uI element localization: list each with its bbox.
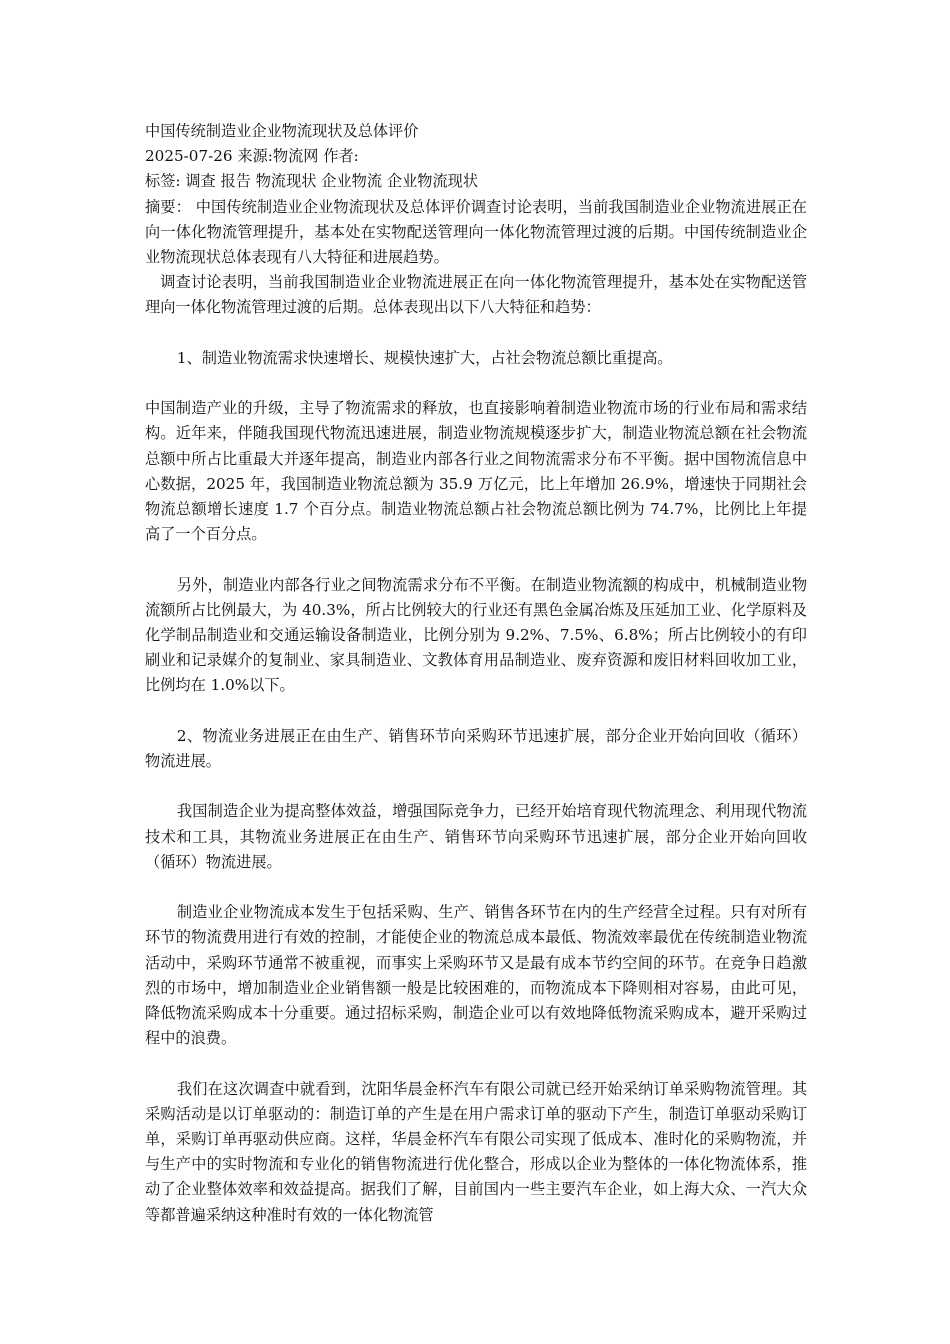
spacer	[145, 875, 807, 900]
section-heading-2: 2、物流业务进展正在由生产、销售环节向采购环节迅速扩展，部分企业开始向回收（循环）物流进展。	[145, 726, 807, 771]
spacer	[145, 699, 807, 724]
section-heading-1: 1、制造业物流需求快速增长、规模快速扩大，占社会物流总额比重提高。	[176, 348, 673, 367]
intro-paragraph: 调查讨论表明，当前我国制造业企业物流进展正在向一体化物流管理提升，基本处在实物配送管理向一体化物流管理过渡的后期。总体表现出以下八大特征和趋势：	[145, 273, 807, 317]
spacer	[145, 1051, 807, 1076]
article-meta: 2025-07-26 来源:物流网 作者:	[145, 147, 359, 166]
spacer	[145, 371, 807, 396]
document-page	[145, 119, 807, 1228]
body-paragraph: 我国制造企业为提高整体效益，增强国际竞争力，已经开始培育现代物流理念、利用现代物流技术和工具，其物流业务进展正在由生产、销售环节向采购环节迅速扩展，部分企业开始向回收（循环）物流进展。	[145, 802, 807, 871]
abstract-paragraph: 摘要： 中国传统制造业企业物流现状及总体评价调查讨论表明，当前我国制造业企业物流进展正在向一体化物流管理提升，基本处在实物配送管理向一体化物流管理过渡的后期。中国传统制造业企业物流现状总体表现有八大特征和进展趋势。	[145, 197, 807, 267]
body-paragraph: 制造业企业物流成本发生于包括采购、生产、销售各环节在内的生产经营全过程。只有对所有环节的物流费用进行有效的控制，才能使企业的物流总成本最低、物流效率最优在传统制造业物流活动中，采购环节通常不被重视，而事实上采购环节又是最有成本节约空间的环节。在竞争日趋激烈的市场中，增加制造业企业销售额一般是比较困难的，而物流成本下降则相对容易，由此可见，降低物流采购成本十分重要。通过招标采购，制造企业可以有效地降低物流采购成本，避开采购过程中的浪费。	[145, 903, 807, 1048]
spacer	[145, 774, 807, 799]
article-tags: 标签: 调查 报告 物流现状 企业物流 企业物流现状	[145, 172, 479, 191]
spacer	[145, 547, 807, 572]
body-paragraph: 我们在这次调查中就看到，沈阳华晨金杯汽车有限公司就已经开始采纳订单采购物流管理。其采购活动是以订单驱动的：制造订单的产生是在用户需求订单的驱动下产生，制造订单驱动采购订单，采购订单再驱动供应商。这样，华晨金杯汽车有限公司实现了低成本、准时化的采购物流，并与生产中的实时物流和专业化的销售物流进行优化整合，形成以企业为整体的一体化物流体系，推动了企业整体效率和效益提高。据我们了解，目前国内一些主要汽车企业，如上海大众、一汽大众等都普遍采纳这种准时有效的一体化物流管	[145, 1079, 807, 1224]
article-title: 中国传统制造业企业物流现状及总体评价	[145, 122, 419, 140]
body-paragraph: 另外，制造业内部各行业之间物流需求分布不平衡。在制造业物流额的构成中，机械制造业物流额所占比例最大，为 40.3%，所占比例较大的行业还有黑色金属冶炼及压延加工业、化学原料及化学制品制造业和交通运输设备制造业，比例分别为 9.2%、7.5%、6.8%；所占比例较小的有印刷业和记录媒介的复制业、家具制造业、文教体育用品制造业、废弃资源和废旧材料回收加工业，比例均在 1.0%以下。	[145, 575, 807, 695]
body-paragraph: 中国制造产业的升级，主导了物流需求的释放，也直接影响着制造业物流市场的行业布局和需求结构。近年来，伴随我国现代物流迅速进展，制造业物流规模逐步扩大，制造业物流总额在社会物流总额中所占比重最大并逐年提高，制造业内部各行业之间物流需求分布不平衡。据中国物流信息中心数据，2025 年，我国制造业物流总额为 35.9 万亿元，比上年增加 26.9%，增速快于同期社会物流总额增长速度 1.7 个百分点。制造业物流总额占社会物流总额比例为 74.7%，比例比上年提高了一个百分点。	[145, 399, 807, 544]
spacer	[145, 321, 807, 346]
